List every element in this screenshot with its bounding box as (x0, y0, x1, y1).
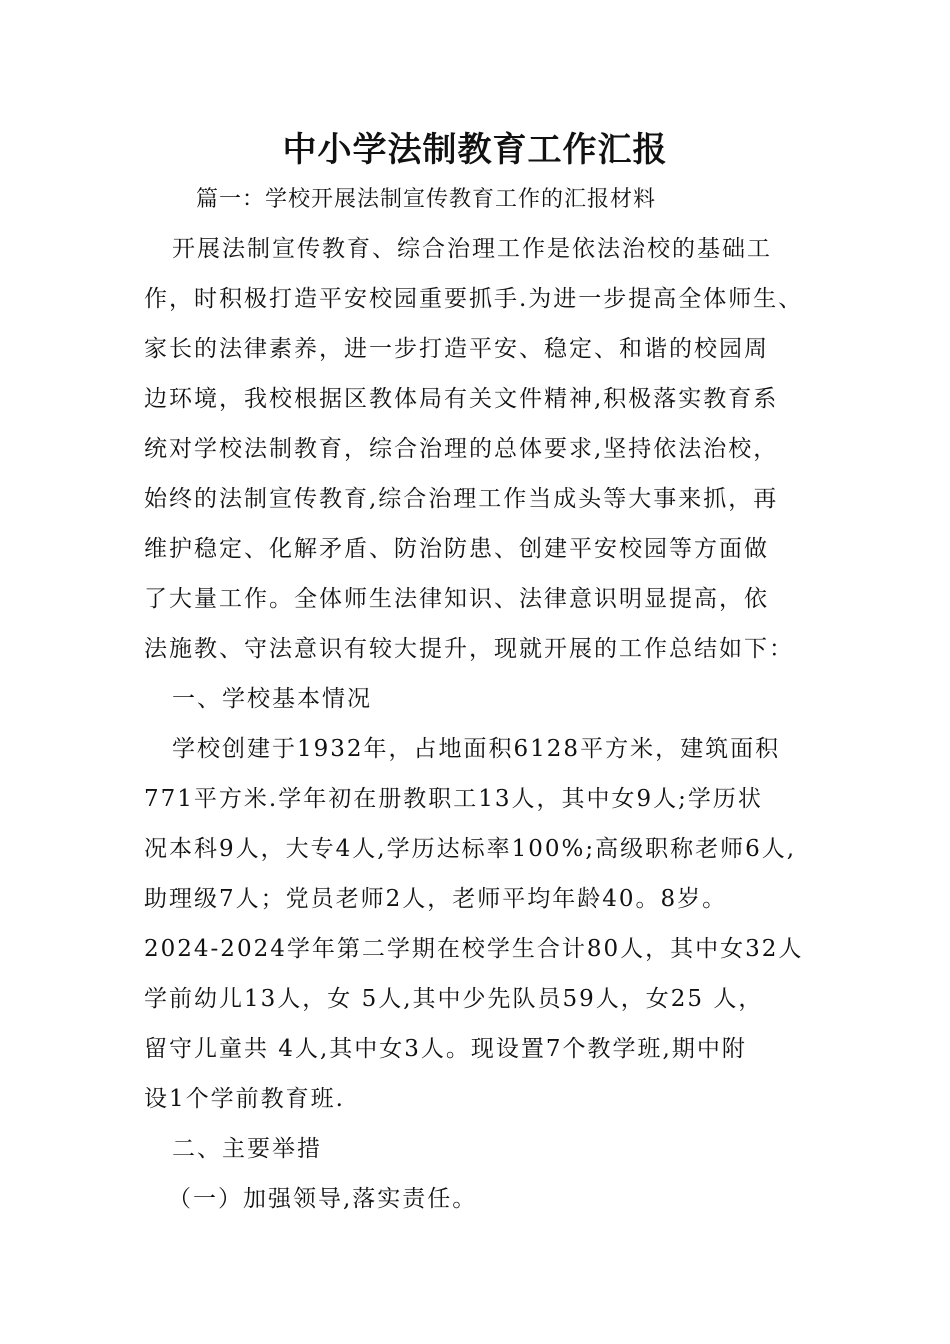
paragraph-line: 设1个学前教育班. (144, 1086, 345, 1112)
paragraph-line: 统对学校法制教育，综合治理的总体要求,坚持依法治校， (144, 436, 779, 462)
paragraph-line: 维护稳定、化解矛盾、防治防患、创建平安校园等方面做 (144, 536, 769, 562)
document-title: 中小学法制教育工作汇报 (282, 130, 668, 170)
paragraph-line: 助理级7人；党员老师2人，老师平均年龄40。8岁。 (144, 886, 728, 912)
paragraph-line: 留守儿童共 4人,其中女3人。现设置7个教学班,期中附 (144, 1036, 747, 1062)
paragraph-line: 学校创建于1932年，占地面积6128平方米，建筑面积 (172, 736, 781, 762)
paragraph-line: 2024-2024学年第二学期在校学生合计80人，其中女32人 (144, 936, 804, 962)
paragraph-line: 学前幼儿13人，女 5人,其中少先队员59人，女25 人， (144, 986, 764, 1012)
paragraph-line: 家长的法律素养，进一步打造平安、稳定、和谐的校园周 (144, 336, 769, 362)
paragraph-line: 开展法制宣传教育、综合治理工作是依法治校的基础工 (172, 236, 772, 262)
subsection-heading: （一）加强领导,落实责任。 (168, 1186, 478, 1212)
paragraph-line: 始终的法制宣传教育,综合治理工作当成头等大事来抓，再 (144, 486, 779, 512)
paragraph-line: 了大量工作。全体师生法律知识、法律意识明显提高，依 (144, 586, 769, 612)
document-subtitle: 篇一：学校开展法制宣传教育工作的汇报材料 (196, 187, 657, 212)
paragraph-line: 作，时积极打造平安校园重要抓手.为进一步提高全体师生、 (144, 286, 804, 312)
paragraph-line: 况本科9人，大专4人,学历达标率100%;高级职称老师6人, (144, 836, 797, 862)
section-heading: 二、主要举措 (172, 1136, 322, 1162)
paragraph-line: 771平方米.学年初在册教职工13人，其中女9人;学历状 (144, 786, 763, 812)
paragraph-line: 边环境，我校根据区教体局有关文件精神,积极落实教育系 (144, 386, 779, 412)
paragraph-line: 法施教、守法意识有较大提升，现就开展的工作总结如下： (144, 636, 794, 662)
section-heading: 一、学校基本情况 (172, 686, 372, 712)
